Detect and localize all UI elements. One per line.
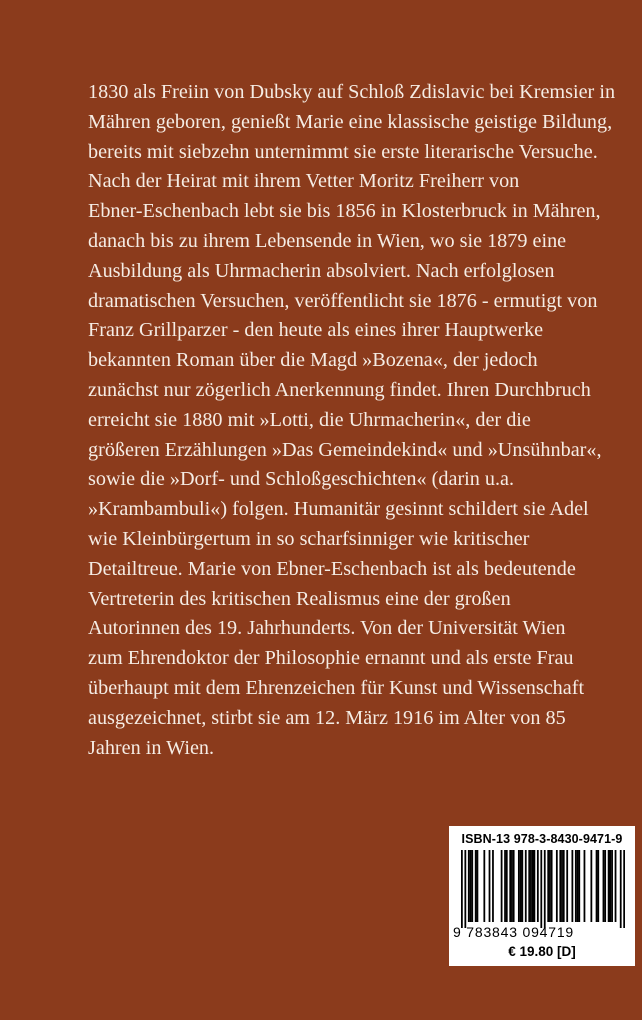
blurb-line: größeren Erzählungen »Das Gemeindekind« und »Unsühnbar«,: [88, 438, 602, 461]
barcode-bar: [551, 850, 553, 922]
barcode-bar: [471, 850, 473, 922]
barcode-bar: [611, 850, 613, 922]
blurb-line: Ausbildung als Uhrmacherin absolviert. Nach erfolglosen: [88, 259, 555, 282]
blurb-line: Jahren in Wien.: [88, 736, 215, 759]
barcode-bar: [537, 850, 539, 922]
blurb-line: überhaupt mit dem Ehrenzeichen für Kunst und Wissenschaft: [88, 676, 585, 699]
barcode-bar: [525, 850, 527, 922]
barcode-bar: [468, 850, 470, 922]
blurb-line: ausgezeichnet, stirbt sie am 12. März 1916 im Alter von 85: [88, 706, 566, 729]
blurb-line: Franz Grillparzer - den heute als eines ihrer Hauptwerke: [88, 319, 544, 342]
barcode-bar: [561, 850, 563, 922]
barcode-bar: [547, 850, 549, 922]
barcode-bar: [518, 850, 520, 922]
barcode-bar: [604, 850, 606, 922]
barcode-bar: [609, 850, 611, 922]
barcode-bar: [464, 850, 466, 928]
blurb-text: [88, 78, 626, 763]
barcode-bar: [483, 850, 485, 922]
blurb-line: Autorinnen des 19. Jahrhunderts. Von der Universität Wien: [88, 617, 566, 640]
barcode-bar: [575, 850, 577, 922]
blurb-line: wie Kleinbürgertum in so scharfsinniger wie kritischer: [88, 527, 530, 550]
blurb-line: zum Ehrendoktor der Philosophie ernannt und als erste Frau: [88, 647, 574, 670]
barcode-bar: [577, 850, 579, 922]
barcode-bar: [597, 850, 599, 922]
barcode-bar: [615, 850, 617, 922]
barcode-bar: [596, 850, 598, 922]
barcode-bar: [584, 850, 586, 922]
barcode-bar: [556, 850, 558, 922]
blurb-line: Mähren geboren, genießt Marie eine klassische geistige Bildung,: [88, 110, 613, 133]
barcode-bar: [532, 850, 534, 922]
blurb-line: sowie die »Dorf- und Schloßgeschichten« (darin u.a.: [88, 468, 515, 491]
barcode-bar: [623, 850, 625, 928]
barcode-icon: [461, 850, 625, 928]
barcode-bar: [501, 850, 503, 922]
blurb-line: zunächst nur zögerlich Anerkennung findet. Ihren Durchbruch: [88, 378, 591, 401]
barcode-bar: [509, 850, 511, 922]
barcode-bar: [489, 850, 491, 922]
barcode-bar: [549, 850, 551, 922]
barcode-bar: [504, 850, 506, 922]
blurb-line: Vertreterin des kritischen Realismus eine der großen: [88, 587, 511, 610]
barcode-box: [449, 826, 635, 966]
barcode-bar: [477, 850, 479, 922]
blurb-line: Detailtreue. Marie von Ebner-Eschenbach ist als bedeutende: [88, 557, 576, 580]
barcode-bar: [521, 850, 523, 922]
barcode-bar: [566, 850, 568, 922]
barcode-bar: [492, 850, 494, 922]
barcode-bar: [461, 850, 463, 928]
barcode-bar: [511, 850, 513, 922]
barcode-bar: [544, 850, 546, 928]
barcode-bar: [540, 850, 542, 928]
barcode-bar: [571, 850, 573, 922]
barcode-bar: [470, 850, 472, 922]
price-label: € 19.80 [D]: [508, 944, 576, 959]
barcode-bar: [530, 850, 532, 922]
barcode-bar: [475, 850, 477, 922]
blurb-line: »Krambambuli«) folgen. Humanitär gesinnt schildert sie Adel: [88, 498, 589, 521]
barcode-bar: [590, 850, 592, 922]
blurb-line: bekannten Roman über die Magd »Bozena«, der jedoch: [88, 349, 538, 372]
barcode-bar: [620, 850, 622, 928]
blurb-line: 1830 als Freiin von Dubsky auf Schloß Zdislavic bei Kremsier in: [88, 81, 616, 103]
barcode-bar: [578, 850, 580, 922]
blurb-line: erreicht sie 1880 mit »Lotti, die Uhrmacherin«, der die: [88, 408, 531, 431]
barcode-bar: [563, 850, 565, 922]
barcode-bar: [608, 850, 610, 922]
barcode-bar: [559, 850, 561, 922]
blurb-line: Ebner-Eschenbach lebt sie bis 1856 in Klosterbruck in Mähren,: [88, 200, 601, 223]
barcode-bar: [513, 850, 515, 922]
blurb-line: dramatischen Versuchen, veröffentlicht sie 1876 - ermutigt von: [88, 289, 598, 312]
barcode-bar: [528, 850, 530, 922]
barcode-bar: [603, 850, 605, 922]
barcode-bar: [506, 850, 508, 922]
blurb-line: danach bis zu ihrem Lebensende in Wien, wo sie 1879 eine: [88, 229, 567, 252]
barcode-bar: [534, 850, 536, 922]
barcode-bar: [520, 850, 522, 922]
blurb-line: bereits mit siebzehn unternimmt sie erste literarische Versuche.: [88, 140, 598, 163]
isbn-label: ISBN-13 978-3-8430-9471-9: [461, 832, 623, 846]
barcode-digits: 9 783843 094719: [453, 924, 574, 940]
blurb-line: Nach der Heirat mit ihrem Vetter Moritz Freiherr von: [88, 170, 520, 193]
